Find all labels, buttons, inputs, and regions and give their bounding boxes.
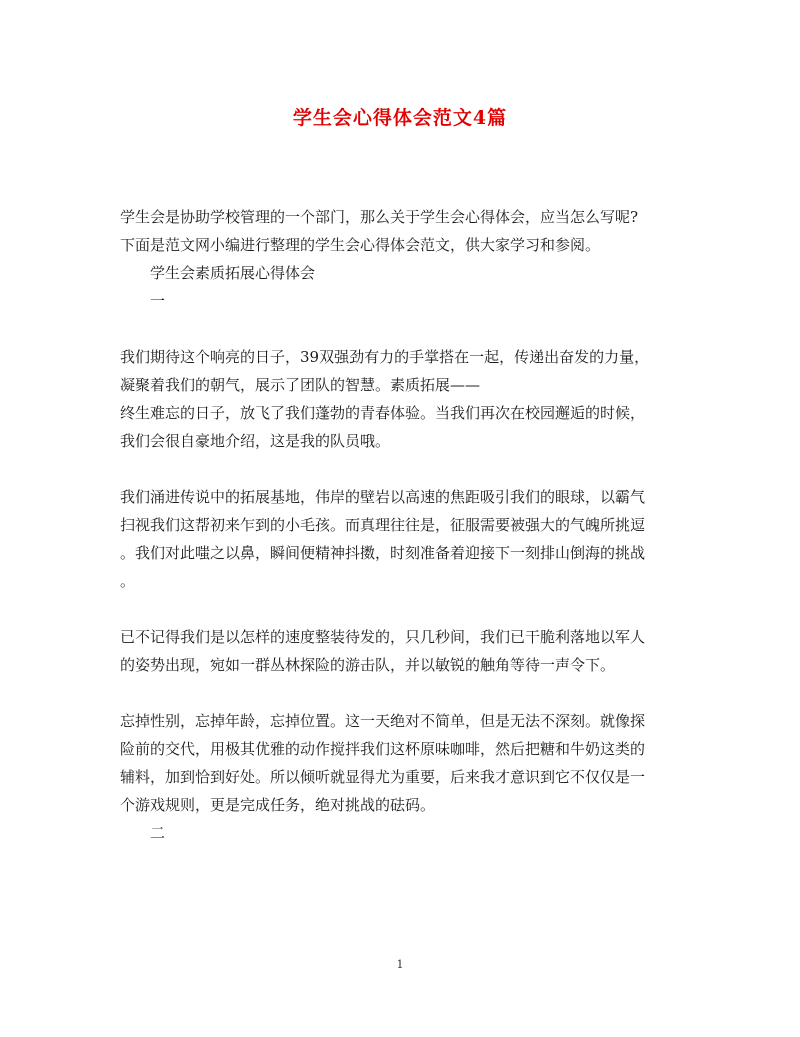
paragraph-3-line-2: 的姿势出现，宛如一群丛林探险的游击队，并以敏锐的触角等待一声令下。: [120, 656, 616, 674]
intro-line-2: 下面是范文网小编进行整理的学生会心得体会范文，供大家学习和参阅。: [120, 236, 601, 254]
paragraph-gap: [120, 679, 680, 707]
paragraph-4-line-4: 个游戏规则，更是完成任务，绝对挑战的砝码。: [120, 796, 436, 814]
paragraph-4-line-3: 辅料，加到恰到好处。所以倾听就显得尤为重要，后来我才意识到它不仅仅是一: [120, 768, 646, 786]
paragraph-gap: [120, 595, 680, 623]
section-number-one: 一: [150, 292, 166, 310]
paragraph-gap: [120, 315, 680, 343]
paragraph-1-line-4: 我们会很自豪地介绍，这是我的队员哦。: [120, 432, 391, 450]
paragraph-1-line-3: 终生难忘的日子，放飞了我们蓬勃的青春体验。当我们再次在校园邂逅的时候，: [120, 404, 646, 422]
paragraph-1-line-2: 凝聚着我们的朝气，展示了团队的智慧。素质拓展——: [120, 376, 481, 394]
paragraph-2-line-1: 我们涌进传说中的拓展基地，伟岸的壁岩以高速的焦距吸引我们的眼球，以霸气: [120, 488, 646, 506]
page-number: 1: [396, 958, 404, 971]
paragraph-2-line-4: 。: [120, 572, 136, 590]
paragraph-3-line-1: 已不记得我们是以怎样的速度整装待发的，只几秒间，我们已干脆利落地以军人: [120, 628, 646, 646]
document-body: [120, 203, 680, 847]
paragraph-4-line-2: 险前的交代，用极其优雅的动作搅拌我们这杯原味咖啡，然后把糖和牛奶这类的: [120, 740, 646, 758]
section-number-two: 二: [150, 824, 166, 842]
document-title: 学生会心得体会范文4篇: [292, 107, 508, 129]
intro-line-1: 学生会是协助学校管理的一个部门，那么关于学生会心得体会，应当怎么写呢?: [120, 208, 639, 226]
paragraph-1-line-1: 我们期待这个响亮的日子，39双强劲有力的手掌搭在一起，传递出奋发的力量，: [120, 348, 650, 366]
paragraph-gap: [120, 455, 680, 483]
paragraph-4-line-1: 忘掉性别，忘掉年龄，忘掉位置。这一天绝对不简单，但是无法不深刻。就像探: [120, 712, 646, 730]
section-heading: 学生会素质拓展心得体会: [150, 264, 316, 282]
paragraph-2-line-2: 扫视我们这帮初来乍到的小毛孩。而真理往往是，征服需要被强大的气魄所挑逗: [120, 516, 646, 534]
paragraph-2-line-3: 。我们对此嗤之以鼻，瞬间便精神抖擞，时刻准备着迎接下一刻排山倒海的挑战: [120, 544, 646, 562]
